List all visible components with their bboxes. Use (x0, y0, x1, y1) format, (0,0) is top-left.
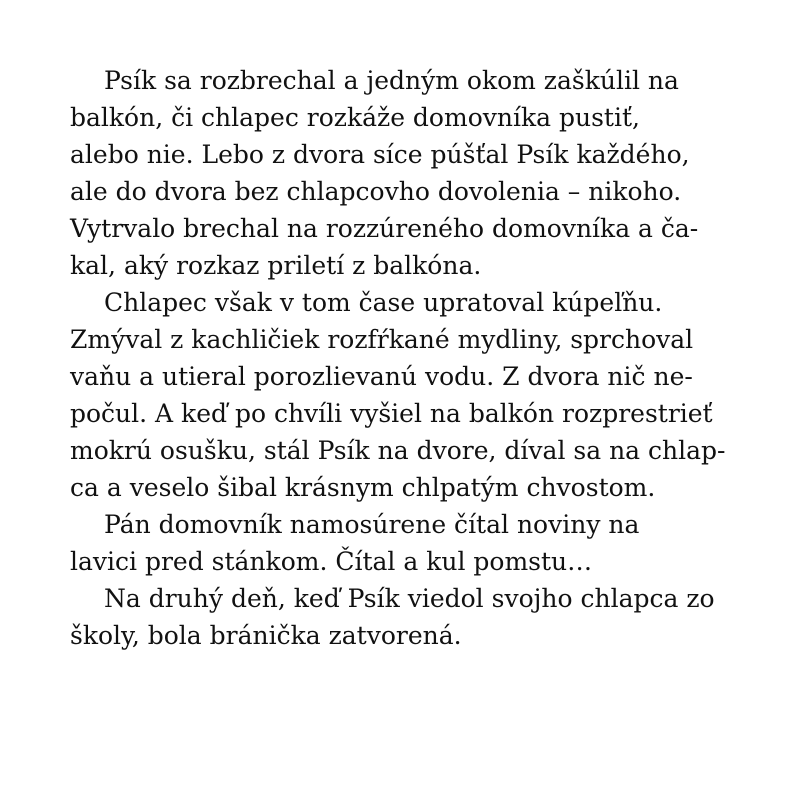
text-line: školy, bola bránička zatvorená. (70, 621, 462, 650)
text-line: Na druhý deň, keď Psík viedol svojho chlapca zo (104, 584, 715, 613)
text-line: ca a veselo šibal krásnym chlpatým chvostom. (70, 473, 656, 502)
story-text (70, 62, 730, 654)
paragraph (70, 284, 730, 506)
text-line: Psík sa rozbrechal a jedným okom zaškúlil na (104, 66, 679, 95)
text-line: mokrú osušku, stál Psík na dvore, díval sa na chlap- (70, 436, 726, 465)
text-line: Zmýval z kachličiek rozfŕkané mydliny, sprchoval (70, 325, 694, 354)
text-line: kal, aký rozkaz priletí z balkóna. (70, 251, 482, 280)
paragraph (70, 580, 730, 654)
paragraph (70, 506, 730, 580)
text-line: Chlapec však v tom čase upratoval kúpeľňu. (104, 288, 663, 317)
text-line: Pán domovník namosúrene čítal noviny na (104, 510, 640, 539)
text-line: alebo nie. Lebo z dvora síce púšťal Psík každého, (70, 140, 690, 169)
text-line: balkón, či chlapec rozkáže domovníka pustiť, (70, 103, 640, 132)
text-line: vaňu a utieral porozlievanú vodu. Z dvora nič ne- (70, 362, 693, 391)
text-line: ale do dvora bez chlapcovho dovolenia – nikoho. (70, 177, 682, 206)
paragraph (70, 62, 730, 284)
text-line: Vytrvalo brechal na rozzúreného domovníka a ča- (70, 214, 699, 243)
text-line: lavici pred stánkom. Čítal a kul pomstu… (70, 547, 593, 576)
text-line: počul. A keď po chvíli vyšiel na balkón rozprestrieť (70, 399, 713, 428)
